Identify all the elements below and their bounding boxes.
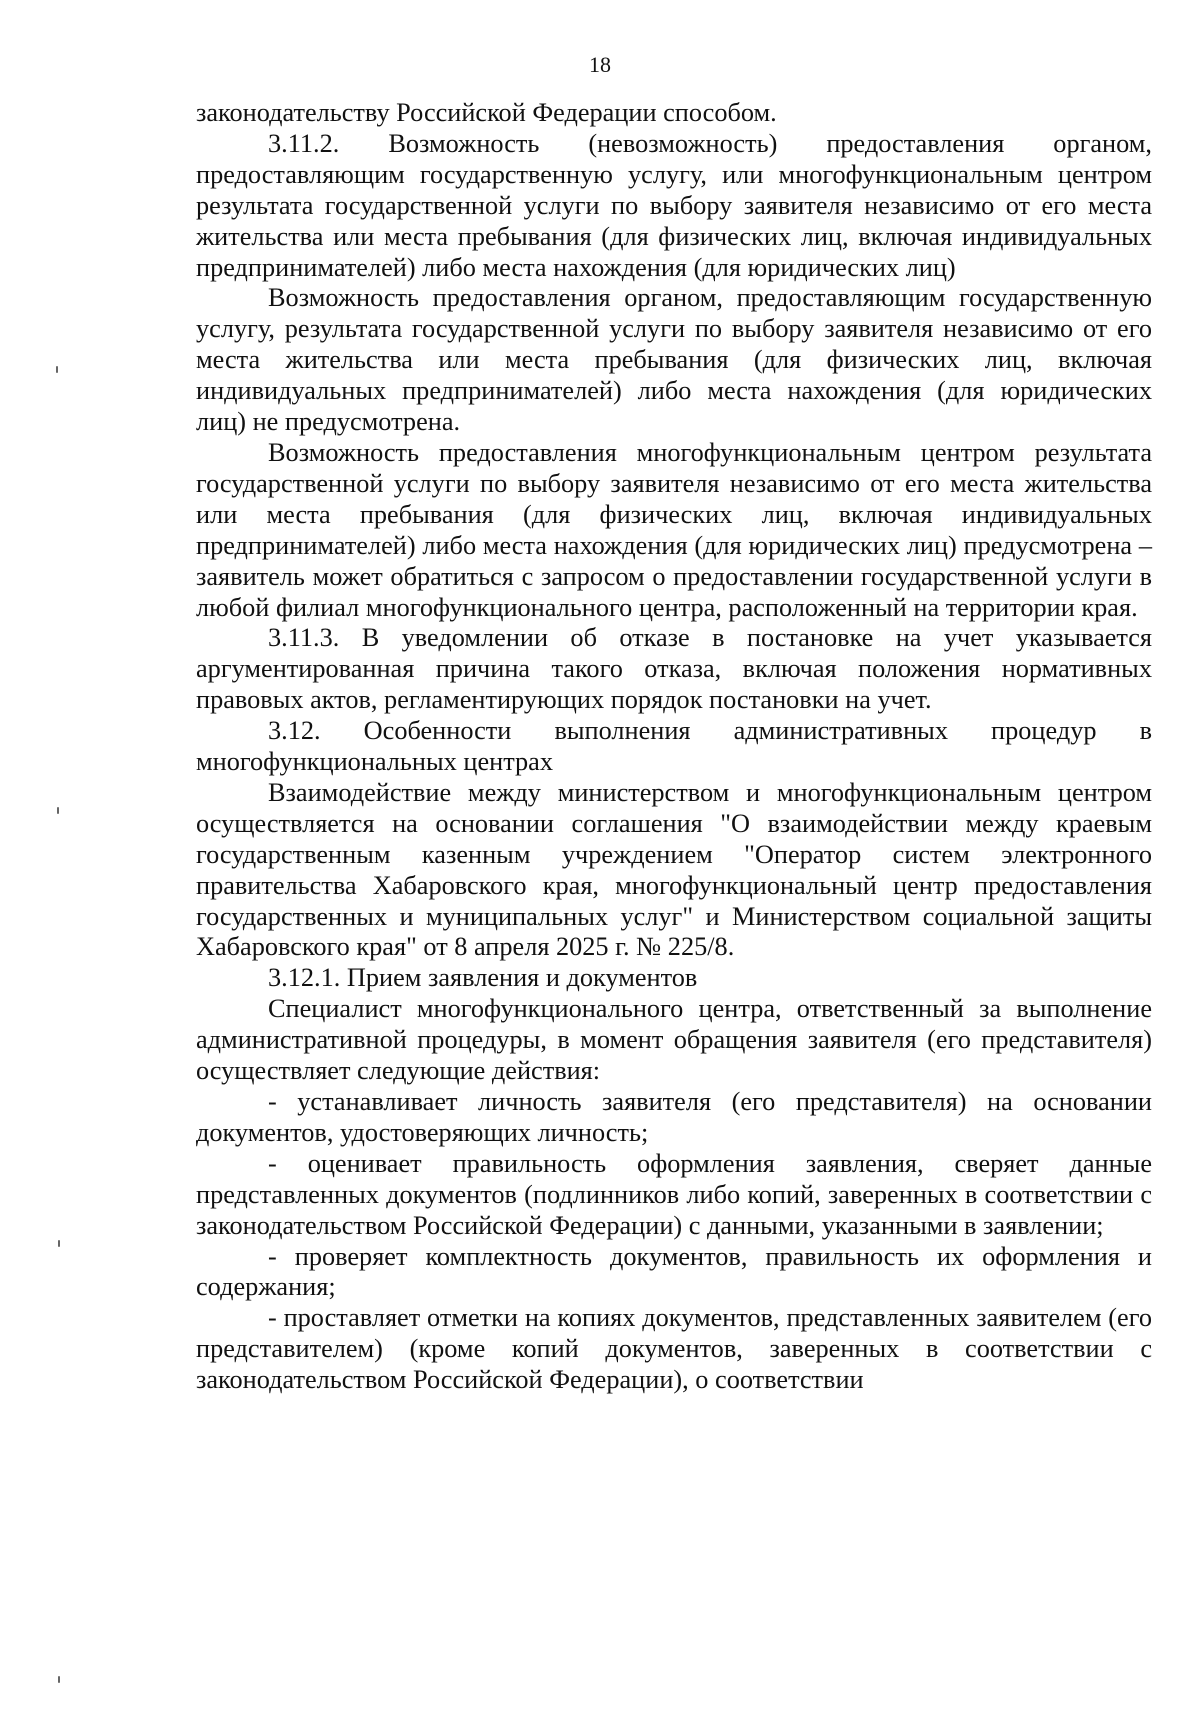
paragraph-body-text: Специалист многофункционального центра, ответственный за выполнение административной процедуры, в момент обращения заявителя (его представителя) осуществляет следующие действия: <box>196 994 1152 1086</box>
list-item: - оценивает правильность оформления заявления, сверяет данные представленных документов (подлинников либо копий, заверенных в соответствии с законодательством Российской Федерации) с данными, указанными в заявлении; <box>196 1148 1152 1240</box>
list-item: - устанавливает личность заявителя (его представителя) на основании документов, удостоверяющих личность; <box>196 1087 1152 1147</box>
paragraph-section-3-11-2: 3.11.2. Возможность (невозможность) предоставления органом, предоставляющим государственную услугу, или многофункциональным центром результата государственной услуги по выбору заявителя независимо от его места жительства или места пребывания (для физических лиц, включая индивидуальных предпринимателей) либо места нахождения (для юридических лиц) <box>196 128 1152 282</box>
paragraph-section-3-12: 3.12. Особенности выполнения административных процедур в многофункциональных центрах <box>196 716 1152 777</box>
document-body <box>196 98 1152 1396</box>
scan-artifact <box>57 807 59 814</box>
paragraph-body-text: Возможность предоставления органом, предоставляющим государственную услугу, результата государственной услуги по выбору заявителя независимо от его места жительства или места пребывания (для физических лиц, включая индивидуальных предпринимателей) либо места нахождения (для юридических лиц) не предусмотрена. <box>196 283 1152 437</box>
scan-artifact <box>58 1676 60 1683</box>
paragraph-body-text: Взаимодействие между министерством и многофункциональным центром осуществляется на основании соглашения "О взаимодействии между краевым государственным казенным учреждением "Оператор систем электронного правительства Хабаровского края, многофункциональный центр предоставления государственных и муниципальных услуг" и Министерством социальной защиты Хабаровского края" от 8 апреля 2025 г. № 225/8. <box>196 777 1152 962</box>
scan-artifact <box>56 366 58 373</box>
paragraph-continuation: законодательству Российской Федерации способом. <box>196 98 777 127</box>
paragraph-section-3-12-1: 3.12.1. Прием заявления и документов <box>268 963 698 993</box>
paragraph-section-3-11-3: 3.11.3. В уведомлении об отказе в постановке на учет указывается аргументированная причина такого отказа, включая положения нормативных правовых актов, регламентирующих порядок постановки на учет. <box>196 623 1152 715</box>
list-item: - проверяет комплектность документов, правильность их оформления и содержания; <box>196 1241 1152 1302</box>
paragraph-body-text: Возможность предоставления многофункциональным центром результата государственной услуги по выбору заявителя независимо от его места жительства или места пребывания (для физических лиц, включая индивидуальных предпринимателей) либо места нахождения (для юридических лиц) предусмотрена – заявитель может обратиться с запросом о предоставлении государственной услуги в любой филиал многофункционального центра, расположенный на территории края. <box>196 437 1152 622</box>
page-number: 18 <box>589 52 611 77</box>
scan-artifact <box>58 1240 60 1247</box>
list-item: - проставляет отметки на копиях документов, представленных заявителем (его представителем) (кроме копий документов, заверенных в соответствии с законодательством Российской Федерации), о соответствии <box>196 1303 1152 1395</box>
